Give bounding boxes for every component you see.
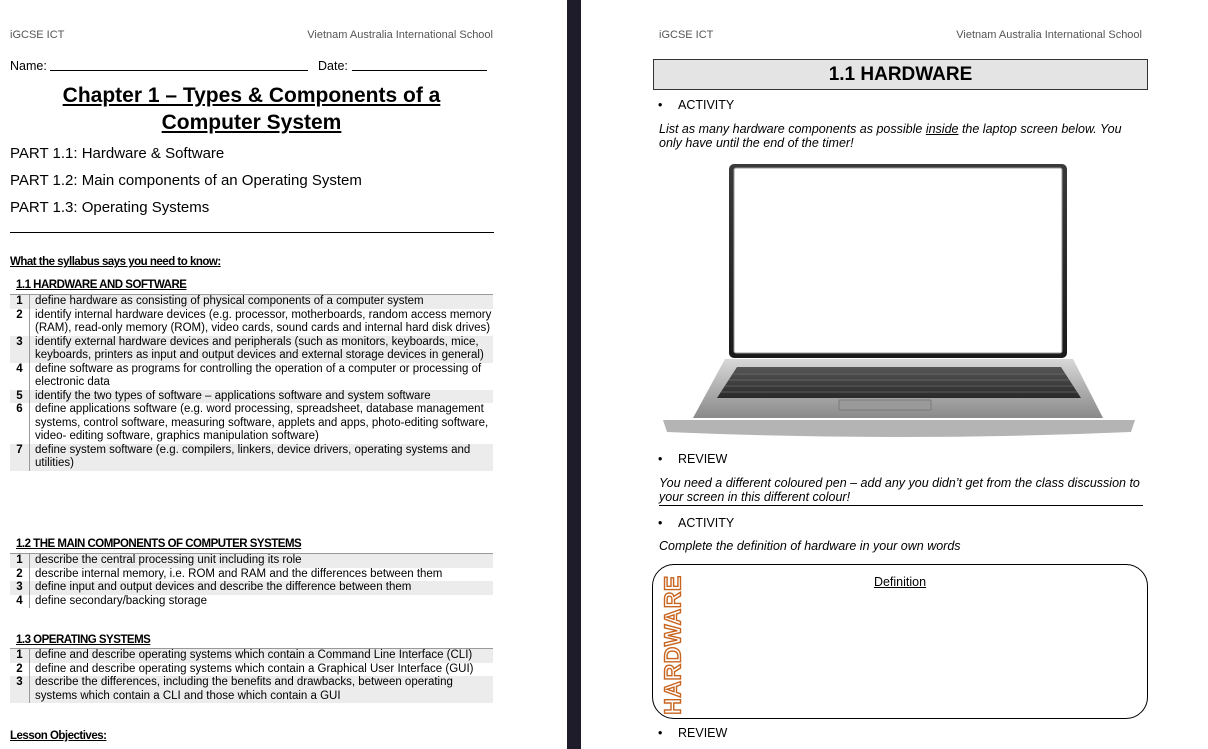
header-left: iGCSE ICT [659,29,714,41]
section-title-box [653,59,1148,90]
item-number: 5 [10,390,30,404]
laptop-icon[interactable] [663,162,1135,442]
date-line[interactable] [352,70,487,71]
item-text: describe the central processing unit including its role [30,554,494,568]
left-page [0,0,567,749]
item-number: 6 [10,403,30,444]
item-text: define software as programs for controlling the operation of a computer or processing of electronic data [35,362,482,388]
instruction-2: You need a different coloured pen – add any you didn’t get from the class discussion to your screen in this different colour! [659,476,1143,506]
instruction-1-emphasis: inside [925,122,959,136]
table-row [10,363,493,390]
instruction-1-post: the laptop screen below. You only have until the end of the timer! [659,122,1122,150]
instruction-1-pre: List as many hardware components as possible [659,122,926,136]
date-label: Date: [318,59,348,73]
table-row [10,676,493,703]
section-1-3-heading: 1.3 OPERATING SYSTEMS [16,634,151,646]
item-text: describe internal memory, i.e. ROM and RAM and the differences between them [35,567,443,580]
name-label: Name: [10,59,47,73]
lesson-objectives: Lesson Objectives: [10,730,107,742]
item-text: define applications software (e.g. word processing, spreadsheet, database management systems, control software, measuring software, applets and apps, photo-editing software, video- editing software, graphics manipulation software) [35,403,489,442]
laptop-touchpad [839,400,931,410]
table-row [10,649,493,663]
item-number: 3 [10,336,30,363]
table-row [10,403,493,444]
instruction-1 [659,122,1141,150]
item-number: 2 [10,568,30,582]
chapter-title-line2: Computer System [161,111,342,134]
table-row [10,595,493,609]
item-number: 3 [10,676,30,703]
part-1-3: PART 1.3: Operating Systems [10,199,210,216]
item-text: define and describe operating systems which contain a Graphical User Interface (GUI) [35,662,474,675]
table-row [10,390,493,404]
section-1-3-table [10,648,493,703]
definition-label: Definition [873,575,927,589]
item-number: 4 [10,363,30,390]
instruction-3: Complete the definition of hardware in your own words [659,539,961,553]
laptop-bottom-edge [663,420,1135,437]
table-row [10,568,493,582]
header-left: iGCSE ICT [10,29,65,41]
definition-box[interactable] [652,564,1148,719]
item-text: define system software (e.g. compilers, linkers, device drivers, operating systems and utilities) [30,444,494,471]
item-text: identify internal hardware devices (e.g. processor, motherboards, random access memory (RAM), read-only memory (ROM), video cards, sound cards and internal hard disk drives) [35,308,492,334]
right-page [581,0,1208,749]
item-number: 1 [10,649,30,663]
bullet-review-1: • REVIEW [678,452,727,466]
item-number: 2 [10,663,30,677]
item-text: identify external hardware devices and peripherals (such as monitors, keyboards, mice, keyboards, printers as input and output devices and external storage devices in general) [30,336,494,363]
table-row [10,336,493,363]
item-text: define secondary/backing storage [35,594,207,607]
table-row [10,295,493,309]
section-1-1-table [10,294,493,471]
item-number: 7 [10,444,30,471]
item-number: 1 [10,295,30,309]
bullet-activity-2: • ACTIVITY [678,516,734,530]
section-1-1-heading: 1.1 HARDWARE AND SOFTWARE [16,279,187,291]
chapter-title-line1: Chapter 1 – Types & Components of a [62,84,441,107]
header-right: Vietnam Australia International School [956,29,1142,41]
item-number: 3 [10,581,30,595]
laptop-screen[interactable] [734,168,1062,353]
item-number: 2 [10,309,30,336]
laptop-keyboard [717,367,1081,398]
item-text: define input and output devices and describe the difference between them [30,581,494,595]
table-row [10,444,493,471]
item-text: define and describe operating systems which contain a Command Line Interface (CLI) [30,649,494,663]
table-row [10,554,493,568]
name-line[interactable] [50,70,308,71]
header-right: Vietnam Australia International School [307,29,493,41]
item-number: 4 [10,595,30,609]
page-divider [567,0,581,749]
section-1-2-table [10,553,493,608]
hardware-vertical-text: HARDWARE [659,575,686,715]
syllabus-heading: What the syllabus says you need to know: [10,256,221,268]
item-text: describe the differences, including the benefits and drawbacks, between operating systems which contain a CLI and those which contain a GUI [30,676,494,703]
part-1-2: PART 1.2: Main components of an Operating System [10,172,362,189]
chapter-title [10,82,493,136]
bullet-activity-1: • ACTIVITY [678,98,734,112]
part-1-1: PART 1.1: Hardware & Software [10,145,225,162]
item-text: define hardware as consisting of physical components of a computer system [30,295,494,309]
bullet-review-2: • REVIEW [678,726,727,740]
separator-line [10,232,494,233]
table-row [10,663,493,677]
section-1-2-heading: 1.2 THE MAIN COMPONENTS OF COMPUTER SYSTEMS [16,538,302,550]
table-row [10,581,493,595]
table-row [10,309,493,336]
section-title: 1.1 HARDWARE [828,64,973,85]
item-text: identify the two types of software – applications software and system software [30,390,494,404]
item-number: 1 [10,554,30,568]
